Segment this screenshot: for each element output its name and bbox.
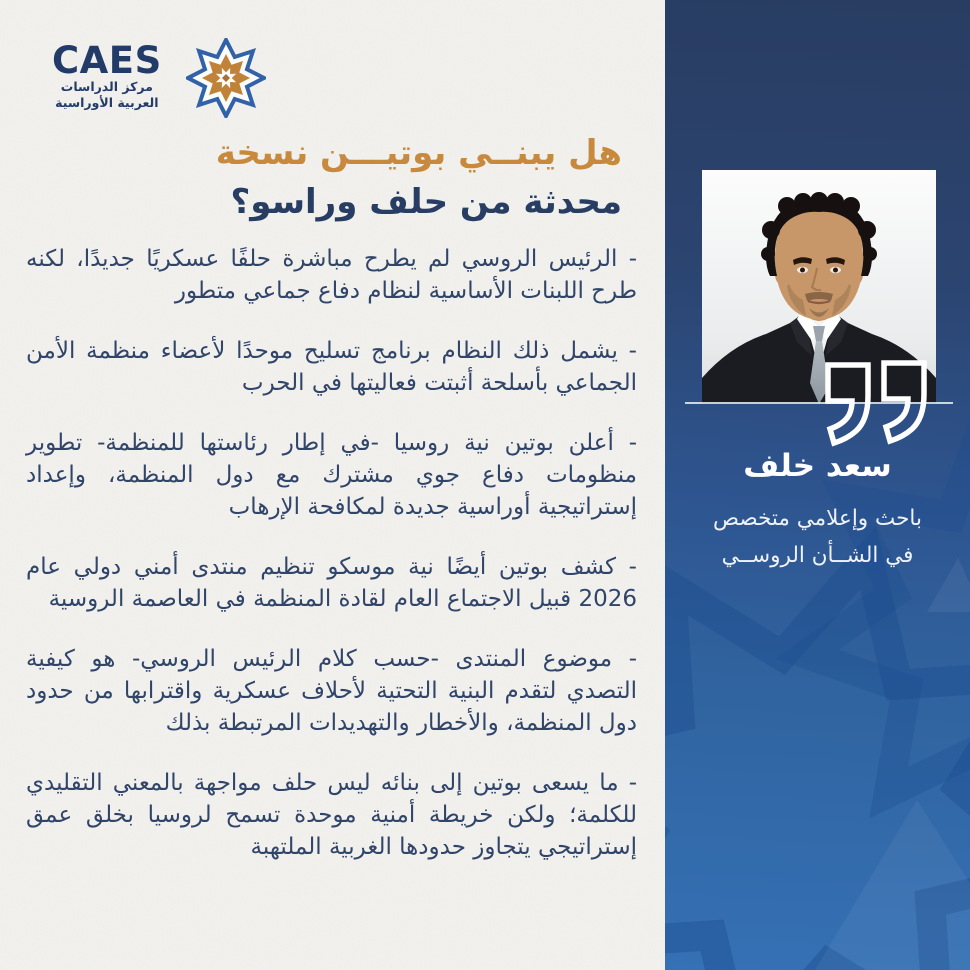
point-paragraph: - يشمل ذلك النظام برنامج تسليح موحدًا لأعضاء منظمة الأمن الجماعي بأسلحة أثبتت فعاليتها في الحرب: [26, 338, 637, 396]
points-list: [26, 243, 637, 891]
expert-title-line1: باحث وإعلامي متخصص: [713, 506, 922, 531]
expert-title: [665, 500, 970, 574]
point-paragraph: - كشف بوتين أيضًا نية موسكو تنظيم منتدى أمني دولي عام 2026 قبيل الاجتماع العام لقادة المنظمة في العاصمة الروسية: [26, 554, 637, 612]
expert-name: سعد خلف: [743, 448, 892, 484]
expert-panel: [665, 0, 970, 970]
headline: [216, 129, 622, 227]
point-paragraph: - موضوع المنتدى -حسب كلام الرئيس الروسي- هو كيفية التصدي لتقدم البنية التحتية لأحلاف عسكرية واقترابها من حدود دول المنظمة، والأخطار والتهديدات المرتبطة بذلك: [26, 646, 637, 736]
caes-acronym: CAES: [52, 39, 162, 82]
caes-logo: [52, 39, 266, 118]
caes-logo-text: [52, 39, 162, 110]
expert-title-line2: في الشــأن الروســي: [721, 543, 914, 568]
headline-line1: هل يبنــي بوتيـــن نسخة: [215, 133, 622, 173]
quote-icon: [823, 358, 933, 450]
caes-name-line2: العربية الأوراسية: [55, 94, 159, 110]
headline-line2: محدثة من حلف وراسو؟: [230, 182, 622, 222]
panel-star-pattern: [665, 0, 970, 970]
point-paragraph: - أعلن بوتين نية روسيا -في إطار رئاستها للمنظمة- تطوير منظومات دفاع جوي مشترك مع دول المنظمة، وإعداد إستراتيجية أوراسية جديدة لمكافحة الإرهاب: [26, 430, 637, 520]
point-paragraph: - الرئيس الروسي لم يطرح مباشرة حلفًا عسكريًا جديدًا، لكنه طرح اللبنات الأساسية لنظام دفاع جماعي متطور: [26, 246, 637, 304]
caes-star-icon: [186, 38, 266, 118]
point-paragraph: - ما يسعى بوتين إلى بنائه ليس حلف مواجهة بالمعني التقليدي للكلمة؛ ولكن خريطة أمنية موحدة تسمح لروسيا بخلق عمق إستراتيجي يتجاوز حدودها الغربية الملتهبة: [26, 770, 637, 860]
caes-name-line1: مركز الدراسات: [60, 79, 153, 94]
